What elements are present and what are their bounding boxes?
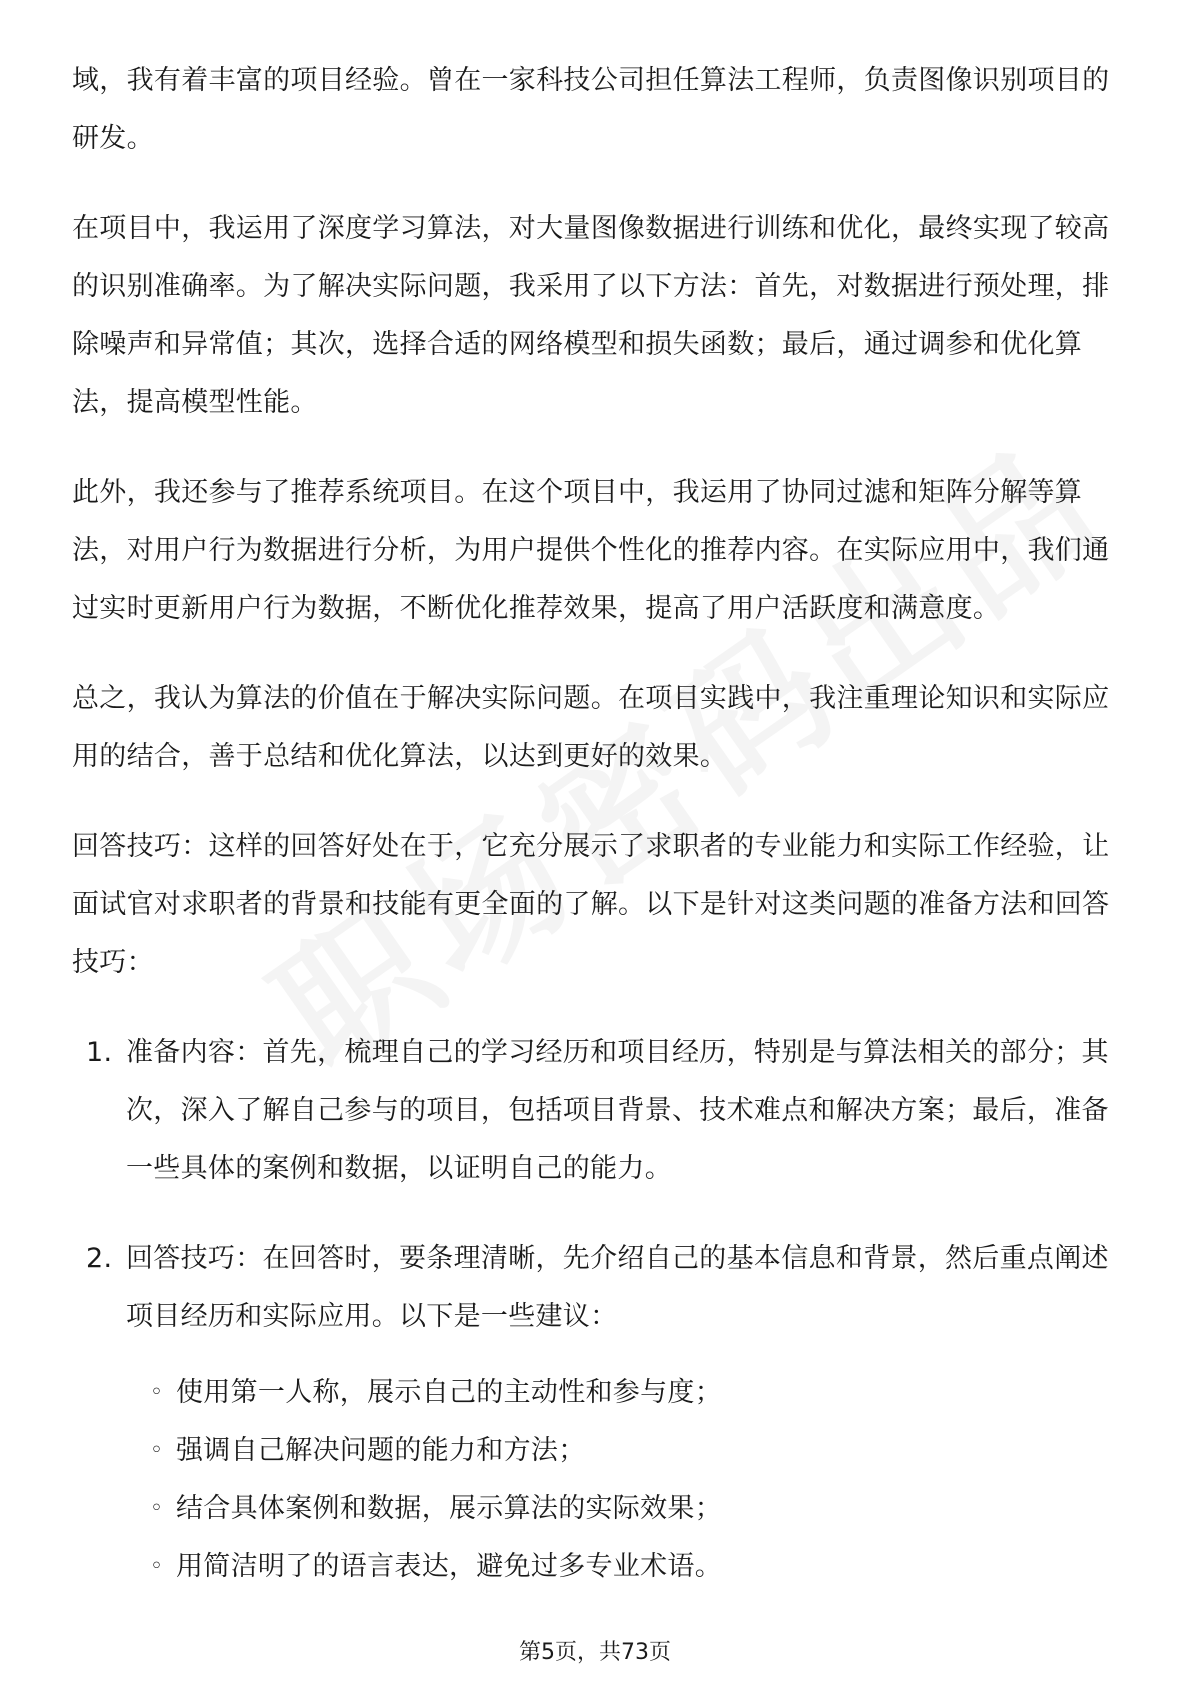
bullet-item <box>126 1364 1122 1422</box>
paragraph-4: 总之，我认为算法的价值在于解决实际问题。在项目实践中，我注重理论知识和实际应用的结合，善于总结和优化算法，以达到更好的效果。 <box>72 683 1110 772</box>
bullet-text: 使用第一人称，展示自己的主动性和参与度； <box>176 1377 722 1408</box>
paragraph-2: 在项目中，我运用了深度学习算法，对大量图像数据进行训练和优化，最终实现了较高的识别准确率。为了解决实际问题，我采用了以下方法：首先，对数据进行预处理，排除噪声和异常值；其次，选择合适的网络模型和损失函数；最后，通过调参和优化算法，提高模型性能。 <box>72 213 1110 418</box>
bullet-icon: ◦ <box>150 1496 164 1521</box>
list-number: 2. <box>86 1243 113 1274</box>
bullet-item <box>126 1538 1122 1596</box>
list-item-1 <box>72 1024 1122 1198</box>
bullet-icon: ◦ <box>150 1380 164 1405</box>
bullet-text: 用简洁明了的语言表达，避免过多专业术语。 <box>176 1551 722 1582</box>
page-footer: 第5页，共73页 <box>519 1640 671 1665</box>
bullet-text: 强调自己解决问题的能力和方法； <box>176 1435 586 1466</box>
ordered-list <box>72 1024 1122 1596</box>
list-item-2 <box>72 1230 1122 1596</box>
list-number: 1. <box>86 1037 113 1068</box>
bullet-icon: ◦ <box>150 1554 164 1579</box>
list-item-text: 准备内容：首先，梳理自己的学习经历和项目经历，特别是与算法相关的部分；其次，深入了解自己参与的项目，包括项目背景、技术难点和解决方案；最后，准备一些具体的案例和数据，以证明自己的能力。 <box>126 1037 1109 1184</box>
bullet-item <box>126 1480 1122 1538</box>
bullet-icon: ◦ <box>150 1438 164 1463</box>
bullet-item <box>126 1422 1122 1480</box>
paragraph-3: 此外，我还参与了推荐系统项目。在这个项目中，我运用了协同过滤和矩阵分解等算法，对用户行为数据进行分析，为用户提供个性化的推荐内容。在实际应用中，我们通过实时更新用户行为数据，不断优化推荐效果，提高了用户活跃度和满意度。 <box>72 477 1110 624</box>
page-content <box>72 52 1122 1628</box>
list-item-text: 回答技巧：在回答时，要条理清晰，先介绍自己的基本信息和背景，然后重点阐述项目经历和实际应用。以下是一些建议： <box>126 1243 1109 1332</box>
paragraph-1: 域，我有着丰富的项目经验。曾在一家科技公司担任算法工程师，负责图像识别项目的研发。 <box>72 65 1110 154</box>
paragraph-5: 回答技巧：这样的回答好处在于，它充分展示了求职者的专业能力和实际工作经验，让面试官对求职者的背景和技能有更全面的了解。以下是针对这类问题的准备方法和回答技巧： <box>72 831 1110 978</box>
bullet-list <box>126 1364 1122 1596</box>
bullet-text: 结合具体案例和数据，展示算法的实际效果； <box>176 1493 722 1524</box>
